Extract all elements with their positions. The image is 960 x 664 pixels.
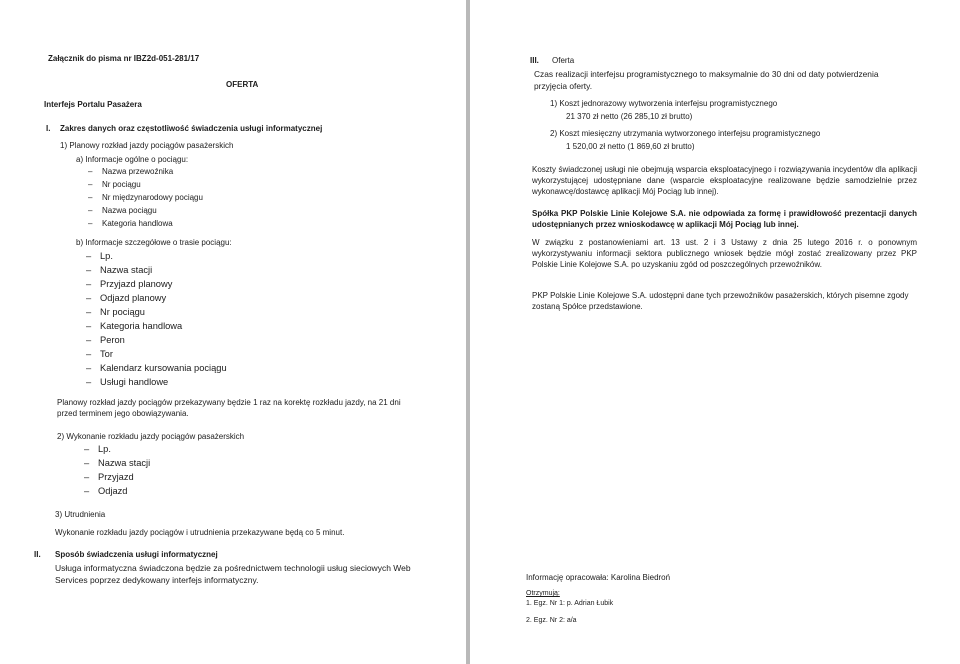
page-left <box>0 0 466 664</box>
note1-line2: przed terminem jego obowiązywania. <box>57 409 189 418</box>
section3-title: Oferta <box>552 56 575 65</box>
list-item: – Nr międzynarodowy pociągu <box>88 193 203 202</box>
dash-mark: – <box>88 180 93 189</box>
doc-title: OFERTA <box>226 80 259 89</box>
list-item: – Kategoria handlowa <box>88 219 173 228</box>
cost1-label: 1) Koszt jednorazowy wytworzenia interfejsu programistycznego <box>550 99 778 108</box>
header-ref: Załącznik do pisma nr IBZ2d-051-281/17 <box>48 54 200 63</box>
dash-mark: – <box>88 167 93 176</box>
paragraph-legal: W związku z postanowieniami art. 13 ust. 2 i 3 Ustawy z dnia 25 lutego 2016 r. o ponownym wykorzystywaniu informacji sektora publicznego wniosek będzie mógł zostać zrealizowany przez PKP Polskie Linie Kolejowe S.A. po uzyskaniu zgód od poszczególnych przewoźników. <box>532 238 917 269</box>
section1-item3: 3) Utrudnienia <box>55 510 106 519</box>
prepared-by: Informację opracowała: Karolina Biedroń <box>526 573 671 582</box>
cost1-value: 21 370 zł netto (26 285,10 zł brutto) <box>566 112 693 121</box>
list-item: – Kategoria handlowa <box>86 321 183 331</box>
doc-subtitle: Interfejs Portalu Pasażera <box>44 100 142 109</box>
section3-num: III. <box>530 56 539 65</box>
list-item: – Przyjazd planowy <box>86 279 173 289</box>
list-item: – Kalendarz kursowania pociągu <box>86 363 227 373</box>
list-item: – Nr pociągu <box>88 180 141 189</box>
list-item: – Nazwa pociągu <box>88 206 157 215</box>
list-item: – Lp. <box>86 251 113 261</box>
dash-mark: – <box>86 307 92 317</box>
list-item: – Nr pociągu <box>86 307 145 317</box>
dash-mark: – <box>86 279 92 289</box>
section1-title: Zakres danych oraz częstotliwość świadczenia usługi informatycznej <box>60 124 323 133</box>
section1-sub-a: a) Informacje ogólne o pociągu: <box>76 155 189 164</box>
list-item: – Usługi handlowe <box>86 377 169 387</box>
dash-mark: – <box>88 206 93 215</box>
list-item: – Nazwa stacji <box>84 458 151 468</box>
cost2-value: 1 520,00 zł netto (1 869,60 zł brutto) <box>566 142 695 151</box>
section2-line1: Usługa informatyczna świadczona będzie za pośrednictwem technologii usług sieciowych Web <box>55 563 411 573</box>
dash-mark: – <box>86 335 92 345</box>
dash-mark: – <box>86 321 92 331</box>
section2-line2: Services poprzez dedykowany interfejs informatyczny. <box>55 575 259 585</box>
dash-mark: – <box>88 193 93 202</box>
section1-item3-note: Wykonanie rozkładu jazdy pociągów i utrudnienia przekazywane będą co 5 minut. <box>55 528 345 537</box>
dash-mark: – <box>86 363 92 373</box>
list-item: – Odjazd <box>84 486 128 496</box>
paragraph-carriers: PKP Polskie Linie Kolejowe S.A. udostępni dane tych przewoźników pasażerskich, których pisemne zgody zostaną Spółce przedstawione. <box>532 291 909 311</box>
dash-mark: – <box>86 251 92 261</box>
dash-mark: – <box>84 444 90 454</box>
section2-title: Sposób świadczenia usługi informatycznej <box>55 550 218 559</box>
recipients-title: Otrzymują: <box>526 590 560 597</box>
paragraph-disclaimer: Spółka PKP Polskie Linie Kolejowe S.A. nie odpowiada za formę i prawidłowość prezentacji danych udostępnianych przez wnioskodawcę w aplikacji Mój Pociąg lub innej. <box>532 209 917 229</box>
section2-num: II. <box>34 550 41 559</box>
dash-mark: – <box>86 265 92 275</box>
paragraph-support: Koszty świadczonej usługi nie obejmują wsparcia eksploatacyjnego i rozwiązywania incydentów dla aplikacji wykorzystującej udostępniane dane (wsparcie eksploatacyjne realizowane będzie samodzielnie przez wykonawcę/dostawcę aplikacji Mój Pociąg lub innej). <box>532 165 917 196</box>
section1-item1: 1) Planowy rozkład jazdy pociągów pasażerskich <box>60 141 234 150</box>
dash-mark: – <box>86 349 92 359</box>
section1-num: I. <box>46 124 51 133</box>
list-item: – Tor <box>86 349 113 359</box>
dash-mark: – <box>88 219 93 228</box>
list-item: – Przyjazd <box>84 472 134 482</box>
dash-mark: – <box>86 293 92 303</box>
section1-sub-b: b) Informacje szczegółowe o trasie pociągu: <box>76 238 232 247</box>
cost2-label: 2) Koszt miesięczny utrzymania wytworzonego interfejsu programistycznego <box>550 129 821 138</box>
recipient-1: 1. Egz. Nr 1: p. Adrian Łubik <box>526 600 614 607</box>
list-item: – Nazwa przewoźnika <box>88 167 174 176</box>
list-item: – Odjazd planowy <box>86 293 167 303</box>
dash-mark: – <box>84 458 90 468</box>
note1-line1: Planowy rozkład jazdy pociągów przekazywany będzie 1 raz na korektę rozkładu jazdy, na 21 dni <box>57 398 401 407</box>
section1-item2: 2) Wykonanie rozkładu jazdy pociągów pasażerskich <box>57 432 245 441</box>
recipient-2: 2. Egz. Nr 2: a/a <box>526 617 577 624</box>
dash-mark: – <box>84 486 90 496</box>
dash-mark: – <box>84 472 90 482</box>
list-item: – Lp. <box>84 444 111 454</box>
section3-line1: Czas realizacji interfejsu programistycznego to maksymalnie do 30 dni od daty potwierdzenia <box>534 69 879 79</box>
list-item: – Nazwa stacji <box>86 265 153 275</box>
list-item: – Peron <box>86 335 125 345</box>
dash-mark: – <box>86 377 92 387</box>
section3-line2: przyjęcia oferty. <box>534 81 593 91</box>
page-right <box>470 0 960 664</box>
